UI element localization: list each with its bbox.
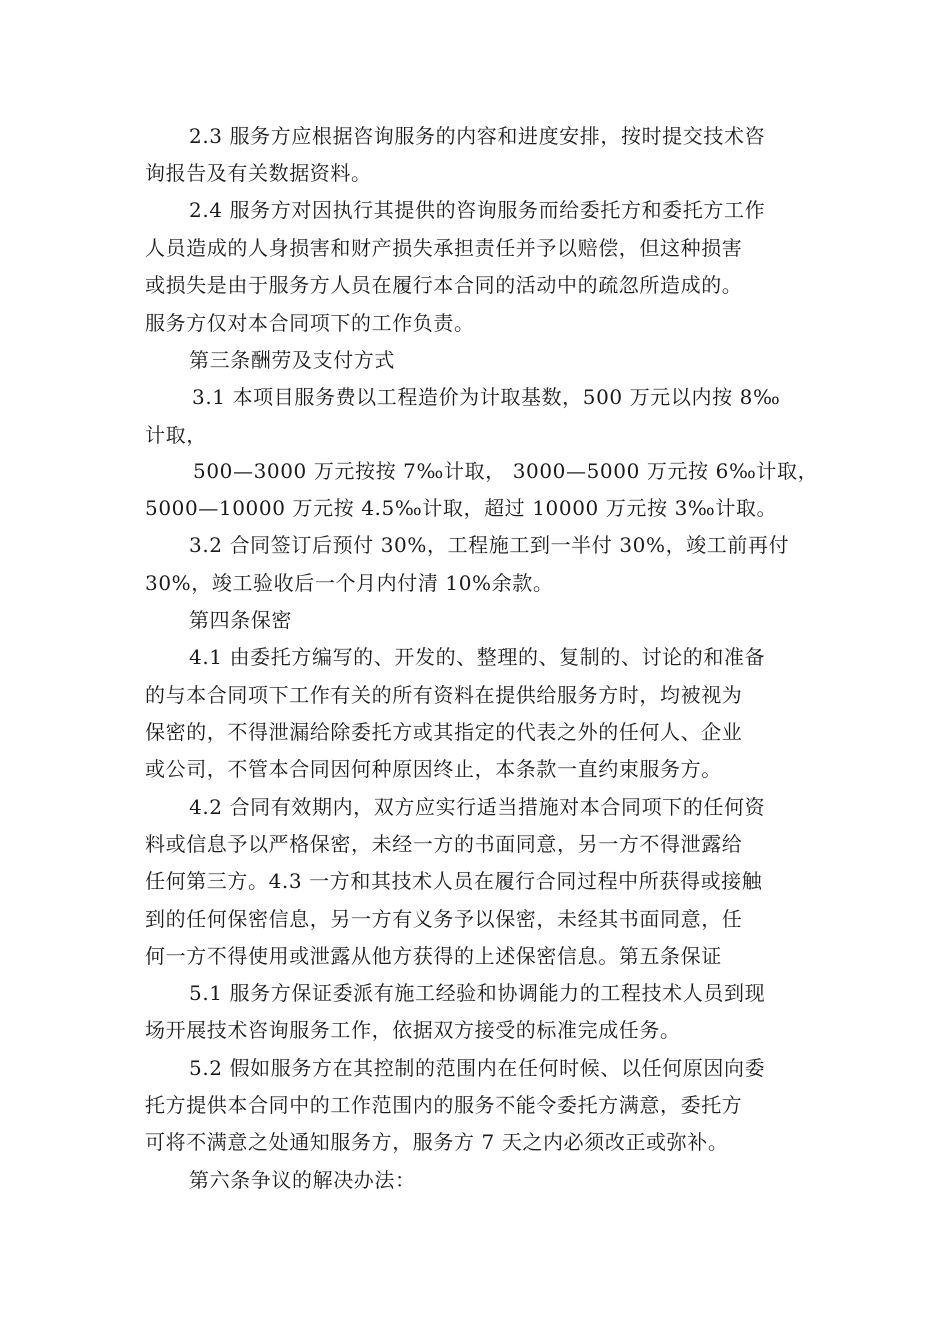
paragraph-4-2-line-4: 到的任何保密信息，另一方有义务予以保密，未经其书面同意，任 (145, 907, 743, 931)
paragraph-4-1-line-4: 或公司，不管本合同因何种原因终止，本条款一直约束服务方。 (145, 757, 722, 781)
paragraph-3-1-line-1: 3.1 本项目服务费以工程造价为计取基数，500 万元以内按 8‰ (192, 385, 781, 409)
paragraph-3-2-line-1: 3.2 合同签订后预付 30%，工程施工到一半付 30%，竣工前再付 (189, 533, 790, 557)
paragraph-5-2-line-2: 托方提供本合同中的工作范围内的服务不能令委托方满意，委托方 (145, 1093, 743, 1117)
paragraph-2-4-line-4: 服务方仅对本合同项下的工作负责。 (145, 311, 475, 335)
paragraph-4-1-line-2: 的与本合同项下工作有关的所有资料在提供给服务方时，均被视为 (145, 683, 743, 707)
paragraph-2-3-line-2: 询报告及有关数据资料。 (145, 161, 372, 185)
paragraph-4-2-line-2: 料或信息予以严格保密，未经一方的书面同意，另一方不得泄露给 (145, 832, 743, 856)
paragraph-5-2-line-1: 5.2 假如服务方在其控制的范围内在任何时候、以任何原因向委 (189, 1056, 766, 1080)
paragraph-5-2-line-3: 可将不满意之处通知服务方，服务方 7 天之内必须改正或弥补。 (145, 1130, 729, 1154)
paragraph-3-1-line-3: 500—3000 万元按按 7‰计取， 3000—5000 万元按 6‰计取， (193, 459, 819, 483)
paragraph-2-4-line-2: 人员造成的人身损害和财产损失承担责任并予以赔偿，但这种损害 (145, 236, 743, 260)
paragraph-2-3-line-1: 2.3 服务方应根据咨询服务的内容和进度安排，按时提交技术咨 (189, 124, 766, 148)
paragraph-5-1-line-1: 5.1 服务方保证委派有施工经验和协调能力的工程技术人员到现 (189, 981, 766, 1005)
paragraph-3-1-line-2: 计取， (145, 423, 207, 447)
section-6-heading: 第六条争议的解决办法： (189, 1168, 416, 1192)
paragraph-2-4-line-1: 2.4 服务方对因执行其提供的咨询服务而给委托方和委托方工作 (189, 198, 766, 222)
section-4-heading: 第四条保密 (189, 608, 292, 632)
paragraph-2-4-line-3: 或损失是由于服务方人员在履行本合同的活动中的疏忽所造成的。 (145, 273, 743, 297)
paragraph-3-1-line-4: 5000—10000 万元按 4.5‰计取，超过 10000 万元按 3‰计取。 (145, 496, 778, 520)
section-3-heading: 第三条酬劳及支付方式 (189, 348, 395, 372)
paragraph-4-2-line-5: 何一方不得使用或泄露从他方获得的上述保密信息。第五条保证 (145, 944, 722, 968)
paragraph-4-2-line-3: 任何第三方。4.3 一方和其技术人员在履行合同过程中所获得或接触 (145, 869, 763, 893)
paragraph-3-2-line-2: 30%，竣工验收后一个月内付清 10%余款。 (145, 571, 554, 595)
paragraph-4-1-line-1: 4.1 由委托方编写的、开发的、整理的、复制的、讨论的和准备 (189, 645, 766, 669)
paragraph-4-1-line-3: 保密的，不得泄漏给除委托方或其指定的代表之外的任何人、企业 (145, 720, 743, 744)
paragraph-5-1-line-2: 场开展技术咨询服务工作，依据双方接受的标准完成任务。 (145, 1018, 681, 1042)
paragraph-4-2-line-1: 4.2 合同有效期内，双方应实行适当措施对本合同项下的任何资 (189, 795, 766, 819)
